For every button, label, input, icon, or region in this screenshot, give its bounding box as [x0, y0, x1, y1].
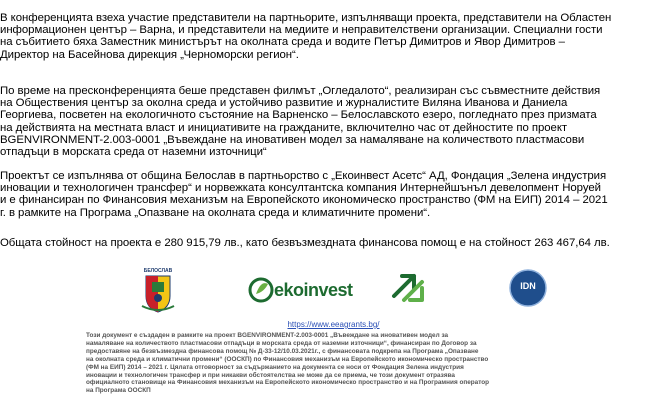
beloslav-logo-label: БЕЛОСЛАВ — [143, 268, 173, 274]
beloslav-coat-of-arms-logo — [138, 268, 178, 314]
ekoinvest-wordmark: ekoinvest — [274, 280, 353, 300]
leaf-circle-icon — [248, 272, 274, 308]
idn-wordmark: IDN — [520, 281, 536, 291]
paragraph-project: Проектът се изпълнява от община Белослав в партньорство с „Екоинвест Асетс“ АД, Фондация „Зелена индустрия иновации и технологичен трансфер“ и норвежката консултантска компания Интернейшънъл девелопмент Норуей и е финансиран по Финансовия механизъм на Европейското икономическо пространство (ФМ на ЕИП) 2014 – 2021 г. в рамките на Програма „Опазване на околната среда и климатичните промени“. — [0, 170, 608, 219]
eeagrants-link[interactable]: https://www.eeagrants.bg/ — [287, 320, 380, 329]
idn-logo — [508, 268, 548, 308]
arrows-icon — [388, 270, 428, 304]
ekoinvest-logo — [248, 272, 353, 308]
partner-logos — [0, 266, 667, 316]
paragraph-total-value: Общата стойност на проекта е 280 915,79 лв., като безвъзмездната финансова помощ е на стойност 263 467,64 лв. — [0, 237, 610, 249]
paragraph-film: По време на пресконференцията беше представен филмът „Огледалото“, реализиран със съвместните действия на Обществения център за околна среда и устойчиво развитие и журналистите Виляна Иванова и Даниела Георгиева, посветен на екологичното състояние на Варненско – Белославското езеро, погледнато през призмата на действията на местната власт и инициативите на гражданите, включително час от дейностите по проект BGENVIRONMENT-2.003-0001 „Въвеждане на иновативен модел за намаляване на количеството пластмасови отпадъци в морската среда от наземни източници“ — [0, 85, 601, 159]
funding-disclaimer: Този документ е създаден в рамките на проект BGENVIRONMENT-2.003-0001 „Въвеждане на иновативен модел за намаляване на количеството пластмасови отпадъци в морската среда от наземни източници“, финансиран по Договор за предоставяне на безвъзмездна финансова помощ № Д-33-12/10.03.2021г., с финансовата подкрепа на Програма „Опазване на околната среда и климатични промени“ (ООСКП) по Финансовия механизъм на Европейското икономическо пространство (ФМ на ЕИП) 2014 – 2021 г. Цялата отговорност за съдържанието на документа се носи от Фондация Зелена индустрия иновации и технологичен трансфер и при никакви обстоятелства не може да се приема, че този документ отразява официалното становище на Финансовия механизъм на Европейското икономическо пространство и на Програмния оператор на Програма ООСКП — [86, 332, 490, 395]
paragraph-conference: В конференцията взеха участие представители на партньорите, изпълняващи проекта, представители на Областен информационен център – Варна, и представители на медиите и неправителствени организации. Специални гости на събитието бяха Заместник министърът на околната среда и водите Петър Димитров и Явор Димитров – Директор на Басейнова дирекция „Черноморски регион“. — [0, 12, 612, 61]
shield-icon — [138, 268, 178, 314]
green-industry-logo — [388, 270, 428, 304]
